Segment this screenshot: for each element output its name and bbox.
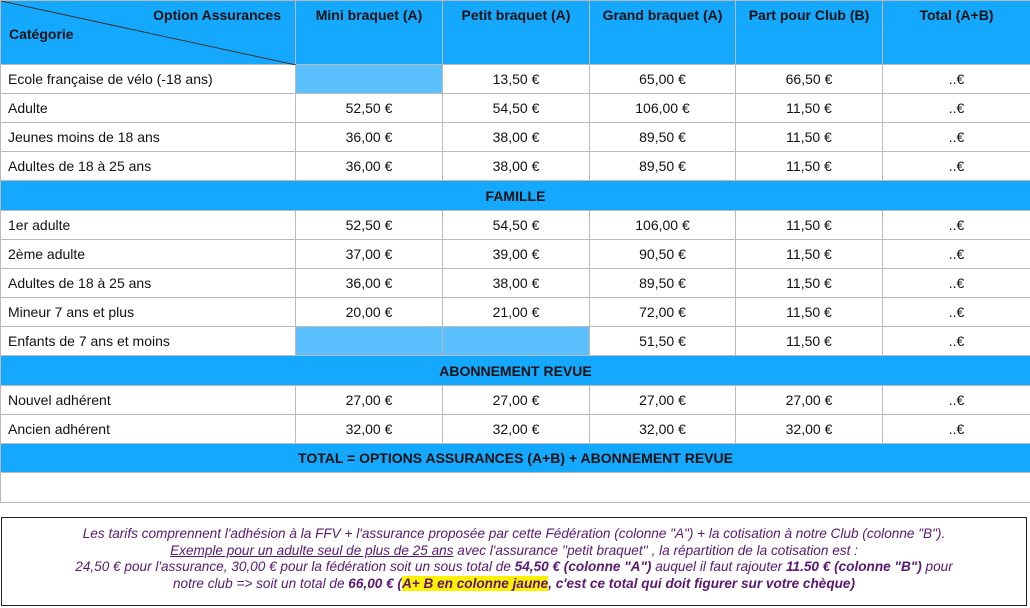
price-cell: 37,00 € <box>296 240 443 269</box>
note-line-3-e: pour <box>921 559 953 574</box>
row-label: Mineur 7 ans et plus <box>1 298 296 327</box>
empty-row <box>1 473 1030 503</box>
price-cell: 39,00 € <box>443 240 590 269</box>
col-header-petit: Petit braquet (A) <box>443 1 590 65</box>
price-cell: 11,50 € <box>736 94 883 123</box>
table-row <box>1 240 1030 269</box>
total-row <box>1 444 1030 473</box>
row-label: 2ème adulte <box>1 240 296 269</box>
section-famille <box>1 181 1030 211</box>
row-label: Nouvel adhérent <box>1 386 296 415</box>
price-cell: 90,50 € <box>590 240 736 269</box>
header-row <box>1 1 1030 65</box>
row-label: 1er adulte <box>1 211 296 240</box>
header-corner-cell <box>1 1 296 65</box>
price-cell: 11,50 € <box>736 123 883 152</box>
section-famille-label: FAMILLE <box>1 181 1030 211</box>
note-line-4-d: , c'est ce total qui doit figurer sur votre chèque) <box>548 575 856 591</box>
empty-cell <box>296 65 443 94</box>
price-cell: ..€ <box>883 211 1030 240</box>
price-cell: ..€ <box>883 327 1030 356</box>
price-cell: 52,50 € <box>296 94 443 123</box>
price-cell: 65,00 € <box>590 65 736 94</box>
note-line-3 <box>2 559 1026 576</box>
row-label: Ancien adhérent <box>1 415 296 444</box>
price-cell: 66,50 € <box>736 65 883 94</box>
note-line-1: Les tarifs comprennent l'adhésion à la FFV + l'assurance proposée par cette Fédération (colonne "A") + la cotisation à notre Club (colonne "B"). <box>82 526 946 541</box>
price-cell: 38,00 € <box>443 123 590 152</box>
price-cell: 11,50 € <box>736 269 883 298</box>
note-club-amount: 11.50 € (colonne "B") <box>785 559 922 574</box>
note-line-4-a: notre club => soit un total de <box>172 575 349 591</box>
table-row <box>1 415 1030 444</box>
col-header-mini: Mini braquet (A) <box>296 1 443 65</box>
price-cell: 27,00 € <box>590 386 736 415</box>
note-line-2 <box>2 543 1026 560</box>
price-cell: 36,00 € <box>296 269 443 298</box>
col-header-club: Part pour Club (B) <box>736 1 883 65</box>
note-line-3-a: 24,50 € pour l'assurance, 30,00 € pour la fédération soit un sous total de <box>75 559 515 574</box>
price-cell: 11,50 € <box>736 327 883 356</box>
table-row <box>1 65 1030 94</box>
row-label: Adulte <box>1 94 296 123</box>
row-label: Ecole française de vélo (-18 ans) <box>1 65 296 94</box>
price-cell: 51,50 € <box>590 327 736 356</box>
price-cell: ..€ <box>883 94 1030 123</box>
row-label: Jeunes moins de 18 ans <box>1 123 296 152</box>
price-cell: 32,00 € <box>736 415 883 444</box>
section-abonnement-revue <box>1 356 1030 386</box>
price-cell: 72,00 € <box>590 298 736 327</box>
tarif-note <box>1 517 1027 606</box>
table-row <box>1 327 1030 356</box>
price-cell: 38,00 € <box>443 269 590 298</box>
note-highlight: A+ B en colonne jaune <box>401 575 549 591</box>
price-cell: 20,00 € <box>296 298 443 327</box>
price-cell: 27,00 € <box>443 386 590 415</box>
table-row <box>1 94 1030 123</box>
price-cell: 21,00 € <box>443 298 590 327</box>
price-cell: 106,00 € <box>590 94 736 123</box>
price-cell: ..€ <box>883 123 1030 152</box>
price-cell: 27,00 € <box>736 386 883 415</box>
table-row <box>1 211 1030 240</box>
price-cell: 106,00 € <box>590 211 736 240</box>
price-cell: 36,00 € <box>296 123 443 152</box>
note-subtotal: 54,50 € (colonne "A") <box>514 559 652 574</box>
price-cell: 11,50 € <box>736 152 883 181</box>
note-line-2-text: avec l'assurance ''petit braquet'' , la répartition de la cotisation est : <box>453 542 858 558</box>
empty-cell <box>296 327 443 356</box>
price-cell: 38,00 € <box>443 152 590 181</box>
price-cell: 89,50 € <box>590 123 736 152</box>
price-cell: ..€ <box>883 386 1030 415</box>
price-cell: ..€ <box>883 152 1030 181</box>
price-cell: 32,00 € <box>590 415 736 444</box>
price-cell: 13,50 € <box>443 65 590 94</box>
empty-cell <box>443 327 590 356</box>
note-total: 66,00 € <box>348 575 394 591</box>
table-row <box>1 386 1030 415</box>
price-cell: 11,50 € <box>736 298 883 327</box>
col-header-total: Total (A+B) <box>883 1 1030 65</box>
row-label: Adultes de 18 à 25 ans <box>1 269 296 298</box>
price-cell: 54,50 € <box>443 211 590 240</box>
price-cell: ..€ <box>883 298 1030 327</box>
table-row <box>1 123 1030 152</box>
option-assurances-label: Option Assurances <box>153 7 281 23</box>
col-header-grand: Grand braquet (A) <box>590 1 736 65</box>
section-abonnement-revue-label: ABONNEMENT REVUE <box>1 356 1030 386</box>
table-row <box>1 152 1030 181</box>
price-cell: 89,50 € <box>590 152 736 181</box>
table-row <box>1 269 1030 298</box>
price-cell: 54,50 € <box>443 94 590 123</box>
price-cell: 27,00 € <box>296 386 443 415</box>
price-cell: ..€ <box>883 240 1030 269</box>
price-cell: 32,00 € <box>296 415 443 444</box>
price-cell: 36,00 € <box>296 152 443 181</box>
price-cell: ..€ <box>883 269 1030 298</box>
note-line-3-c: auquel il faut rajouter <box>651 559 786 574</box>
empty-cell <box>1 473 1030 503</box>
note-example-label: Exemple pour un adulte seul de plus de 25 ans <box>170 542 454 558</box>
price-cell: ..€ <box>883 415 1030 444</box>
price-cell: 52,50 € <box>296 211 443 240</box>
price-cell: 11,50 € <box>736 240 883 269</box>
price-cell: 89,50 € <box>590 269 736 298</box>
row-label: Enfants de 7 ans et moins <box>1 327 296 356</box>
categorie-label: Catégorie <box>9 26 74 42</box>
price-cell: 32,00 € <box>443 415 590 444</box>
note-paren: ( <box>393 575 402 591</box>
price-cell: 11,50 € <box>736 211 883 240</box>
note-line-4 <box>2 576 1026 593</box>
row-label: Adultes de 18 à 25 ans <box>1 152 296 181</box>
price-cell: ..€ <box>883 65 1030 94</box>
table-row <box>1 298 1030 327</box>
total-row-label: TOTAL = OPTIONS ASSURANCES (A+B) + ABONNEMENT REVUE <box>1 444 1030 473</box>
